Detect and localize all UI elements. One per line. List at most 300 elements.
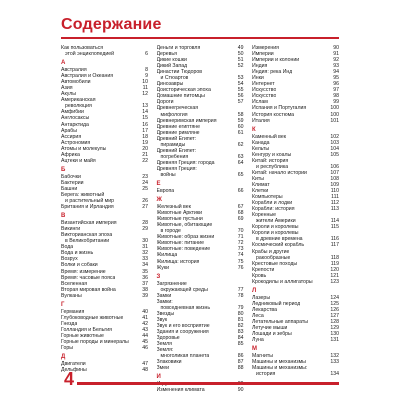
entry-title: Китай: история xyxy=(252,157,289,164)
entry-page: 127 xyxy=(330,312,339,319)
entry-title: Лошади и зебры xyxy=(252,331,292,338)
entry-page: 110 xyxy=(330,188,339,195)
entry-title: Злаковики xyxy=(156,359,182,366)
entry-page: 45 xyxy=(142,338,148,345)
contents-entry[interactable] xyxy=(157,265,244,271)
entry-title: Лазеры xyxy=(252,294,271,301)
entry-title: Звук xyxy=(156,316,168,323)
contents-column-1 xyxy=(61,45,148,389)
entry-title: Ледниковый период xyxy=(252,300,301,307)
entry-title: Замки xyxy=(156,292,172,299)
entry-page: 15 xyxy=(142,115,148,122)
entry-title: Животные: питание xyxy=(156,240,204,247)
entry-page: 23 xyxy=(142,173,148,180)
entry-title: Кенгуру и коалы xyxy=(252,151,292,158)
entry-page: 117 xyxy=(330,242,339,249)
entry-title: Ислам xyxy=(252,99,268,106)
entry-page: 35 xyxy=(142,268,148,275)
letter-heading: Г xyxy=(61,301,65,308)
entry-title: Луна xyxy=(252,337,264,344)
entry-page: 106 xyxy=(330,163,339,170)
entry-title: Здания и сооружения xyxy=(156,328,209,335)
entry-title: Древние римляне xyxy=(156,129,200,136)
entry-page: 54 xyxy=(237,81,244,88)
entry-title: мифология xyxy=(160,111,188,118)
entry-title: Каменный век xyxy=(252,133,287,140)
entry-page: 12 xyxy=(142,91,148,98)
entry-page: 32 xyxy=(142,250,148,257)
entry-title: Дельфины xyxy=(61,367,87,374)
letter-heading: И xyxy=(156,374,161,381)
entry-title: Китай: начало истории xyxy=(252,169,307,176)
entry-page: 11 xyxy=(142,85,148,92)
entry-title: Вторая мировая война xyxy=(61,286,116,293)
entry-page: 37 xyxy=(142,280,148,287)
entry-page: 116 xyxy=(330,236,339,243)
entry-title: Земля xyxy=(156,341,172,348)
entry-title: Акулы xyxy=(61,91,77,98)
entry-title: Дикий Запад xyxy=(156,63,188,70)
entry-page: 57 xyxy=(237,99,244,106)
entry-page: 95 xyxy=(333,75,339,82)
entry-title: Животные: образ жизни xyxy=(156,234,215,241)
entry-title: Корабли и лодки xyxy=(252,200,293,207)
entry-title: Короли и королевы xyxy=(252,230,299,237)
entry-page: 123 xyxy=(330,278,339,285)
letter-heading: М xyxy=(252,346,257,353)
entry-title: Империи и колонии xyxy=(252,57,300,64)
entry-title: Интернет xyxy=(252,81,275,88)
entry-title: Машины и механизмы: xyxy=(252,365,308,372)
entry-page: 46 xyxy=(142,345,148,352)
entry-page: 67 xyxy=(237,204,244,211)
footer-bar xyxy=(77,382,339,385)
entry-page: 70 xyxy=(237,228,244,235)
entry-page: 22 xyxy=(142,157,148,164)
entry-title: ракообразные xyxy=(256,254,291,261)
entry-title: Киты xyxy=(252,175,265,182)
entry-title: Изменения климата xyxy=(156,387,205,394)
entry-page: 120 xyxy=(330,266,339,273)
entry-page: 118 xyxy=(330,254,339,261)
letter-heading: Ж xyxy=(156,197,162,204)
entry-page: 25 xyxy=(142,185,148,192)
entry-title: Деревья xyxy=(156,51,177,58)
contents-entry[interactable] xyxy=(61,367,148,373)
entry-title: Доисторическая эпоха xyxy=(156,87,211,94)
entry-title: Австралия и Океания xyxy=(61,73,114,80)
entry-page: 74 xyxy=(237,252,244,259)
entry-page: 100 xyxy=(330,105,339,112)
entry-title: войны xyxy=(160,171,176,178)
entry-title: революция xyxy=(65,103,92,110)
contents-entry[interactable] xyxy=(157,365,244,371)
entry-page: 119 xyxy=(330,260,339,267)
entry-page: 99 xyxy=(333,99,339,106)
entry-page: 66 xyxy=(237,188,244,195)
entry-title: Антарктида xyxy=(61,121,89,128)
entry-page: 39 xyxy=(142,292,148,299)
entry-page: 14 xyxy=(142,109,148,116)
entry-page: 131 xyxy=(330,337,339,344)
entry-title: Крепости xyxy=(252,266,275,273)
entry-title: Жилища xyxy=(156,252,178,259)
entry-page: 133 xyxy=(330,359,339,366)
entry-page: 87 xyxy=(237,359,244,366)
entry-title: Змеи xyxy=(156,365,169,372)
entry-page: 76 xyxy=(237,264,244,271)
entry-title: Коренные xyxy=(252,212,277,219)
entry-page: 102 xyxy=(330,133,339,140)
entry-page: 90 xyxy=(333,45,339,51)
entry-title: Искусство xyxy=(252,87,277,94)
entry-page: 96 xyxy=(333,81,339,88)
entry-title: в Великобритании xyxy=(65,238,110,245)
entry-title: Деньги и торговля xyxy=(156,45,201,51)
entry-page: 41 xyxy=(142,314,148,321)
entry-page: 20 xyxy=(142,145,148,152)
entry-title: Древнегреческая xyxy=(156,105,199,112)
entry-page: 65 xyxy=(237,171,244,178)
entry-title: Азия xyxy=(61,85,73,92)
entry-page: 134 xyxy=(330,371,339,378)
contents-entry[interactable] xyxy=(252,118,339,124)
entry-title: пирамиды xyxy=(160,141,186,148)
contents-entry[interactable] xyxy=(61,204,148,210)
entry-page: 75 xyxy=(237,258,244,265)
entry-title: погребения xyxy=(160,153,189,160)
entry-page: 90 xyxy=(237,387,244,394)
entry-page: 80 xyxy=(237,310,244,317)
letter-heading: З xyxy=(156,273,161,280)
entry-title: Германия xyxy=(61,308,85,315)
letter-heading: А xyxy=(61,60,66,67)
entry-title: Время: измерение xyxy=(61,268,106,275)
entry-page: 19 xyxy=(142,139,148,146)
entry-page: 81 xyxy=(237,316,244,323)
title-rule xyxy=(61,37,339,39)
entry-title: и Стюартов xyxy=(160,75,189,82)
entry-page: 105 xyxy=(330,151,339,158)
entry-page: 55 xyxy=(237,87,244,94)
entry-title: Башни xyxy=(61,185,78,192)
entry-page: 58 xyxy=(237,111,244,118)
entry-page: 18 xyxy=(142,133,148,140)
entry-title: Короли и королевы xyxy=(252,224,299,231)
entry-title: Италия xyxy=(252,117,270,124)
entry-page: 128 xyxy=(330,318,339,325)
entry-title: Магниты xyxy=(252,353,274,360)
letter-heading: Е xyxy=(156,181,161,188)
entry-title: Британия и Ирландия xyxy=(61,204,114,211)
entry-title: Животные Арктики xyxy=(156,210,203,217)
entry-title: Динозавры xyxy=(156,81,184,88)
entry-page: 16 xyxy=(142,121,148,128)
entry-page: 8 xyxy=(145,67,148,74)
entry-page: 44 xyxy=(142,332,148,339)
entry-page: 48 xyxy=(142,367,148,374)
contents-columns xyxy=(61,45,339,394)
entry-title: Лекарства xyxy=(252,306,277,313)
contents-column-3 xyxy=(252,45,339,389)
entry-title: Ацтеки и майя xyxy=(61,157,96,164)
entry-page: 71 xyxy=(237,234,244,241)
entry-page: 101 xyxy=(330,117,339,124)
entry-title: история xyxy=(256,371,276,378)
entry-title: Звук и его восприятие xyxy=(156,322,210,329)
entry-page: 115 xyxy=(330,224,339,231)
entry-page: 29 xyxy=(142,226,148,233)
entry-title: Измерения xyxy=(252,45,279,51)
entry-title: Автомобили xyxy=(61,79,91,86)
entry-title: Машины и механизмы xyxy=(252,359,306,366)
entry-title: Амфибии xyxy=(61,109,84,116)
entry-page: 33 xyxy=(142,256,148,263)
letter-heading: Б xyxy=(61,166,66,173)
entry-page: 125 xyxy=(330,300,339,307)
entry-title: Корабли: история xyxy=(252,206,295,213)
entry-title: Европа xyxy=(156,188,175,195)
entry-title: и республика xyxy=(256,163,289,170)
entry-page: 111 xyxy=(331,194,339,201)
entry-page: 132 xyxy=(330,353,339,360)
entry-title: Летательные аппараты xyxy=(252,318,309,325)
entry-page: 42 xyxy=(142,320,148,327)
entry-title: Жилища: история xyxy=(156,258,200,265)
entry-title: и растительный мир xyxy=(65,198,115,205)
entry-page: 104 xyxy=(330,145,339,152)
entry-title: Вода и жизнь xyxy=(61,250,94,257)
entry-title: Как пользоваться xyxy=(61,45,104,51)
entry-page: 124 xyxy=(330,294,339,301)
entry-page: 107 xyxy=(330,169,339,176)
entry-title: Индия xyxy=(252,63,268,70)
entry-page: 47 xyxy=(142,361,148,368)
entry-title: Берега: животный xyxy=(61,191,105,198)
entry-title: Животные, обитающие xyxy=(156,222,213,229)
entry-title: История костюма xyxy=(252,111,295,118)
contents-entry[interactable] xyxy=(61,51,148,57)
entry-page: 112 xyxy=(330,200,339,207)
entry-page: 92 xyxy=(333,57,339,64)
entry-title: Голландия и Бельгия xyxy=(61,326,112,333)
entry-page: 24 xyxy=(142,179,148,186)
entry-page: 85 xyxy=(237,341,244,348)
entry-page: 98 xyxy=(333,93,339,100)
entry-page: 17 xyxy=(142,127,148,134)
entry-title: Железный век xyxy=(156,204,191,211)
entry-title: Горные породы и минералы xyxy=(61,338,129,345)
entry-title: Древняя Греция: города xyxy=(156,159,215,166)
entry-page: 61 xyxy=(237,129,244,136)
entry-title: Крабы и другие xyxy=(252,248,290,255)
entry-title: Кельты xyxy=(252,145,270,152)
entry-title: Дикие кошки xyxy=(156,57,187,64)
entry-page: 97 xyxy=(333,87,339,94)
entry-page: 108 xyxy=(330,175,339,182)
entry-title: Крокодилы и аллигаторы xyxy=(252,278,313,285)
entry-title: Испания и Португалия xyxy=(252,105,307,112)
contents-entry[interactable] xyxy=(157,172,244,178)
entry-title: в городе xyxy=(160,228,181,235)
entry-page: 38 xyxy=(142,286,148,293)
entry-title: Глубоководные животные xyxy=(61,314,124,321)
entry-title: Вода xyxy=(61,244,74,251)
entry-title: Викинги xyxy=(61,226,81,233)
entry-title: Канада xyxy=(252,139,270,146)
entry-page: 27 xyxy=(142,204,148,211)
entry-title: Время: часовые пояса xyxy=(61,274,116,281)
entry-title: Животные пустыни xyxy=(156,216,203,223)
entry-title: Американская xyxy=(61,97,96,104)
entry-title: Горные животные xyxy=(61,332,104,339)
entry-page: 79 xyxy=(237,304,244,311)
entry-title: Индия: река Инд xyxy=(252,69,293,76)
entry-title: Австралия xyxy=(61,67,87,74)
contents-column-2 xyxy=(156,45,244,394)
entry-title: Древний Египет: xyxy=(156,135,197,142)
entry-page: 53 xyxy=(237,75,244,82)
entry-page: 31 xyxy=(142,244,148,251)
entry-page: 93 xyxy=(333,63,339,70)
entry-page: 60 xyxy=(237,123,244,130)
entry-page: 28 xyxy=(142,220,148,227)
entry-page: 64 xyxy=(237,159,244,166)
entry-title: Клетки xyxy=(252,188,269,195)
letter-heading: К xyxy=(252,126,256,133)
entry-title: Астрономия xyxy=(61,139,91,146)
entry-title: в древние времена xyxy=(256,236,303,243)
entry-page: 113 xyxy=(330,206,339,213)
entry-title: Бактерии xyxy=(61,179,84,186)
entry-page: 84 xyxy=(237,335,244,342)
entry-title: Космический корабль xyxy=(252,242,305,249)
entry-page: 129 xyxy=(330,325,339,332)
entry-page: 10 xyxy=(142,79,148,86)
entry-page: 49 xyxy=(237,45,244,51)
entry-title: жители Америки xyxy=(256,218,296,225)
entry-title: Древние египтяне xyxy=(156,123,201,130)
entry-page: 109 xyxy=(330,181,339,188)
entry-title: Ассирия xyxy=(61,133,82,140)
entry-page: 63 xyxy=(237,153,244,160)
entry-title: Бабочки xyxy=(61,173,81,180)
entry-title: Земля: xyxy=(156,347,174,354)
entry-page: 130 xyxy=(330,331,339,338)
entry-page: 100 xyxy=(330,111,339,118)
letter-heading: Д xyxy=(61,354,66,361)
page-number: 4 xyxy=(64,369,75,389)
entry-title: Волки и собаки xyxy=(61,262,98,269)
entry-page: 9 xyxy=(145,73,148,80)
entry-title: Арабы xyxy=(61,127,77,134)
letter-heading: В xyxy=(61,213,66,220)
entry-title: Замки: xyxy=(156,298,173,305)
entry-title: этой энциклопедией xyxy=(65,51,115,58)
entry-title: Инки xyxy=(252,75,264,82)
contents-entry[interactable] xyxy=(252,371,339,377)
entry-title: Двигатели xyxy=(61,361,86,368)
entry-page: 30 xyxy=(142,238,148,245)
entry-title: Домашние питомцы xyxy=(156,93,205,100)
entry-page: 83 xyxy=(237,328,244,335)
entry-title: Атомы и молекулы xyxy=(61,145,107,152)
entry-title: Африка xyxy=(61,151,80,158)
letter-heading: Л xyxy=(252,287,257,294)
entry-title: Летучие мыши xyxy=(252,325,288,332)
entry-page: 34 xyxy=(142,262,148,269)
entry-title: Компьютеры xyxy=(252,194,283,201)
entry-title: Горы xyxy=(61,345,73,352)
entry-title: Древний Египет: xyxy=(156,147,197,154)
page-title: Содержание xyxy=(61,16,162,33)
contents-entry[interactable] xyxy=(252,337,339,343)
entry-title: Крестовые походы xyxy=(252,260,298,267)
entry-title: повседневная жизнь xyxy=(160,304,211,311)
entry-page: 36 xyxy=(142,274,148,281)
entry-title: многоликая планета xyxy=(160,353,210,360)
entry-page: 73 xyxy=(237,246,244,253)
entry-page: 82 xyxy=(237,322,244,329)
entry-title: Животные: поведение xyxy=(156,246,211,253)
entry-title: Империи xyxy=(252,51,274,58)
entry-title: Византийская империя xyxy=(61,220,117,227)
entry-page: 103 xyxy=(330,139,339,146)
entry-page: 121 xyxy=(330,272,339,279)
entry-title: Гнезда xyxy=(61,320,78,327)
entry-title: Здоровье xyxy=(156,335,180,342)
entry-title: окружающей среды xyxy=(160,286,208,293)
contents-entry[interactable] xyxy=(61,293,148,299)
entry-title: Звезды xyxy=(156,310,175,317)
contents-entry[interactable] xyxy=(61,345,148,351)
entry-page: 56 xyxy=(237,93,244,100)
entry-page: 88 xyxy=(237,365,244,372)
entry-page: 62 xyxy=(237,141,244,148)
contents-entry[interactable] xyxy=(61,158,148,164)
entry-page: 78 xyxy=(237,292,244,299)
entry-page: 50 xyxy=(237,51,244,58)
entry-page: 40 xyxy=(142,308,148,315)
entry-title: Леса xyxy=(252,312,264,319)
entry-title: Викторианская эпоха xyxy=(61,232,113,239)
entry-title: Англосаксы xyxy=(61,115,90,122)
entry-title: Древняя Греция: xyxy=(156,165,197,172)
entry-title: Дороги xyxy=(156,99,174,106)
entry-page: 21 xyxy=(142,151,148,158)
entry-page: 6 xyxy=(145,51,148,58)
entry-page: 94 xyxy=(333,69,339,76)
contents-entry[interactable] xyxy=(157,387,244,393)
entry-title: Кровь xyxy=(252,272,267,279)
entry-title: Династии Тюдоров xyxy=(156,69,203,76)
entry-page: 91 xyxy=(333,51,339,58)
entry-page: 72 xyxy=(237,240,244,247)
entry-title: Загрязнение xyxy=(156,280,187,287)
contents-entry[interactable] xyxy=(157,188,244,194)
entry-page: 52 xyxy=(237,63,244,70)
contents-entry[interactable] xyxy=(252,279,339,285)
entry-page: 13 xyxy=(142,103,148,110)
entry-page: 77 xyxy=(237,286,244,293)
entry-page: 59 xyxy=(237,117,244,124)
entry-title: Древнеримская империя xyxy=(156,117,217,124)
entry-page: 126 xyxy=(330,306,339,313)
entry-page: 114 xyxy=(330,218,339,225)
entry-title: Жуки xyxy=(156,264,169,271)
entry-title: Климат xyxy=(252,181,270,188)
entry-page: 43 xyxy=(142,326,148,333)
